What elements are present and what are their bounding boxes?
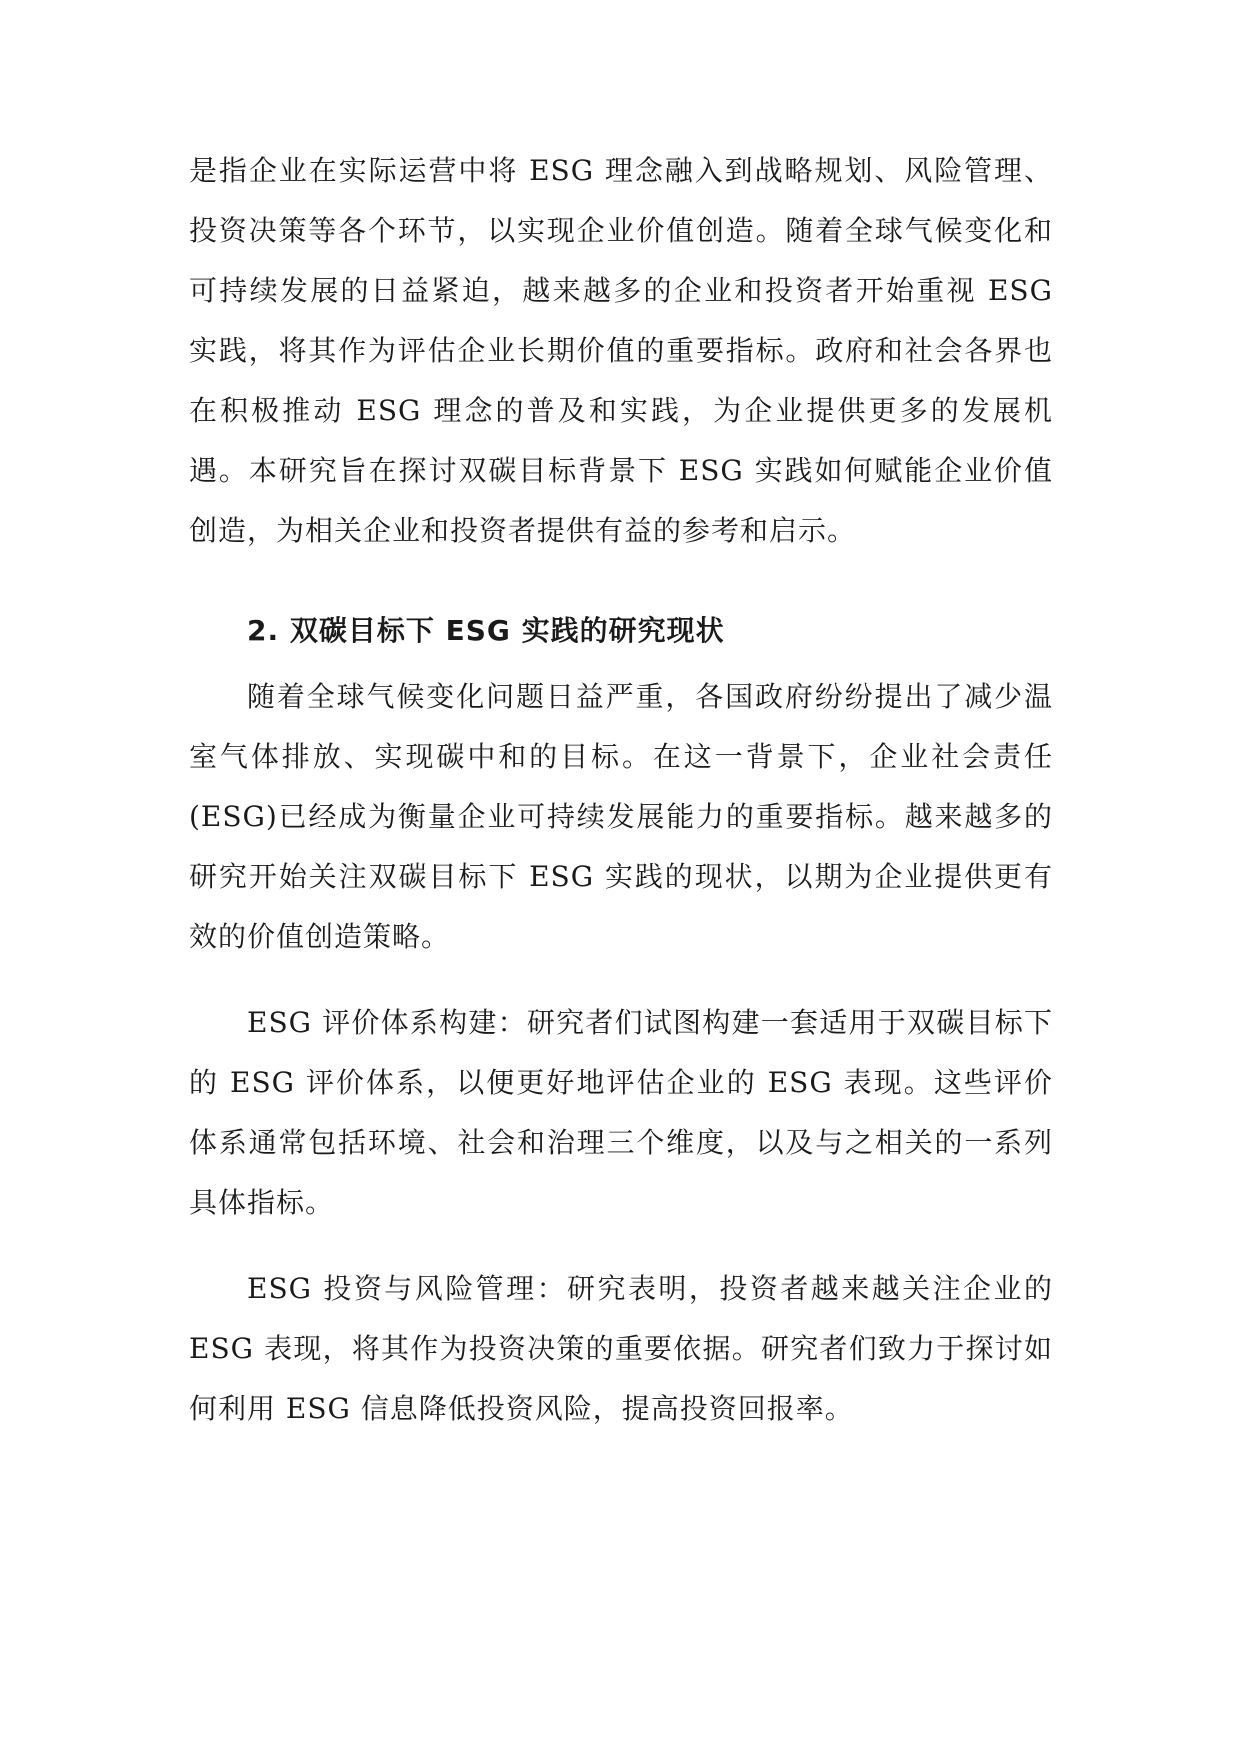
paragraph-continuation: 是指企业在实际运营中将 ESG 理念融入到战略规划、风险管理、投资决策等各个环节，以实现企业价值创造。随着全球气候变化和可持续发展的日益紧迫，越来越多的企业和投资者开始重视 ESG 实践，将其作为评估企业长期价值的重要指标。政府和社会各界也在积极推动 ESG 理念的普及和实践，为企业提供更多的发展机遇。本研究旨在探讨双碳目标背景下 ESG 实践如何赋能企业价值创造，为相关企业和投资者提供有益的参考和启示。 xyxy=(189,154,1053,547)
paragraph-research-status: 随着全球气候变化问题日益严重，各国政府纷纷提出了减少温室气体排放、实现碳中和的目标。在这一背景下，企业社会责任(ESG)已经成为衡量企业可持续发展能力的重要指标。越来越多的研究开始关注双碳目标下 ESG 实践的现状，以期为企业提供更有效的价值创造策略。 xyxy=(189,680,1053,953)
document-body xyxy=(189,141,1053,1439)
paragraph-esg-evaluation: ESG 评价体系构建：研究者们试图构建一套适用于双碳目标下的 ESG 评价体系，以便更好地评估企业的 ESG 表现。这些评价体系通常包括环境、社会和治理三个维度，以及与之相关的一系列具体指标。 xyxy=(189,1006,1053,1219)
paragraph-esg-investment: ESG 投资与风险管理：研究表明，投资者越来越关注企业的 ESG 表现，将其作为投资决策的重要依据。研究者们致力于探讨如何利用 ESG 信息降低投资风险，提高投资回报率。 xyxy=(189,1272,1053,1425)
section-heading: 2. 双碳目标下 ESG 实践的研究现状 xyxy=(247,614,725,647)
